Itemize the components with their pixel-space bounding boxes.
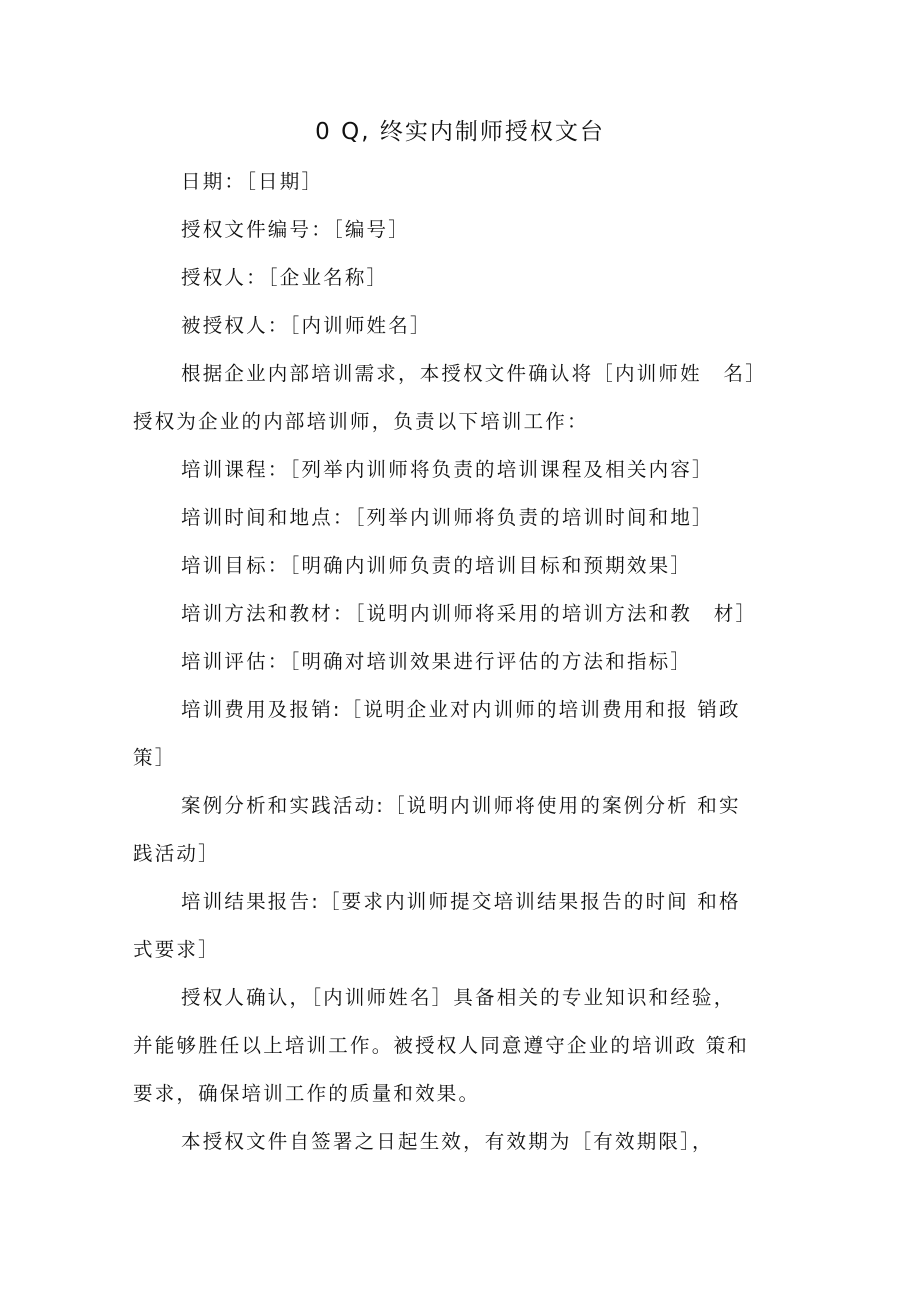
training-evaluation-line: 培训评估：［明确对培训效果进行评估的方法和指标］: [181, 650, 693, 673]
confirmation-line-1: 授权人确认，［内训师姓名］具备相关的专业知识和经验，: [181, 986, 736, 1009]
training-time-location-line: 培训时间和地点：［列举内训师将负责的培训时间和地］: [181, 506, 714, 529]
training-report-line-1: 培训结果报告:［要求内训师提交培训结果报告的时间 和格: [181, 890, 741, 913]
training-goals-line: 培训目标：［明确内训师负责的培训目标和预期效果］: [181, 554, 693, 577]
paragraph-intro-line-2: 授权为企业的内部培训师，负责以下培训工作：: [133, 410, 589, 433]
case-practice-line-2: 践活动］: [133, 842, 220, 865]
authorized-person-line: 被授权人：［内训师姓名］: [181, 314, 432, 337]
training-course-line: 培训课程：［列举内训师将负责的培训课程及相关内容］: [181, 458, 714, 481]
document-title: 0 Q, 终实内制师授权文台: [315, 119, 605, 145]
training-methods-line: 培训方法和教材：［说明内训师将采用的培训方法和教 材］: [181, 602, 758, 625]
case-practice-line-1: 案例分析和实践活动:［说明内训师将使用的案例分析 和实: [181, 794, 741, 817]
confirmation-line-2: 并能够胜任以上培训工作。被授权人同意遵守企业的培训政 策和: [133, 1034, 749, 1057]
document-number-line: 授权文件编号：［编号］: [181, 218, 410, 241]
training-expenses-line-1: 培训费用及报销:［说明企业对内训师的培训费用和报 销政: [181, 698, 741, 721]
confirmation-line-3: 要求，确保培训工作的质量和效果。: [133, 1082, 481, 1105]
paragraph-intro-line-1: 根据企业内部培训需求，本授权文件确认将［内训师姓 名］: [181, 362, 767, 385]
training-expenses-line-2: 策］: [133, 746, 177, 769]
authorizer-line: 授权人：［企业名称］: [181, 266, 389, 289]
training-report-line-2: 式要求］: [133, 938, 220, 961]
date-line: 日期：［日期］: [181, 170, 324, 193]
validity-line: 本授权文件自签署之日起生效，有效期为［有效期限］，: [181, 1130, 714, 1153]
